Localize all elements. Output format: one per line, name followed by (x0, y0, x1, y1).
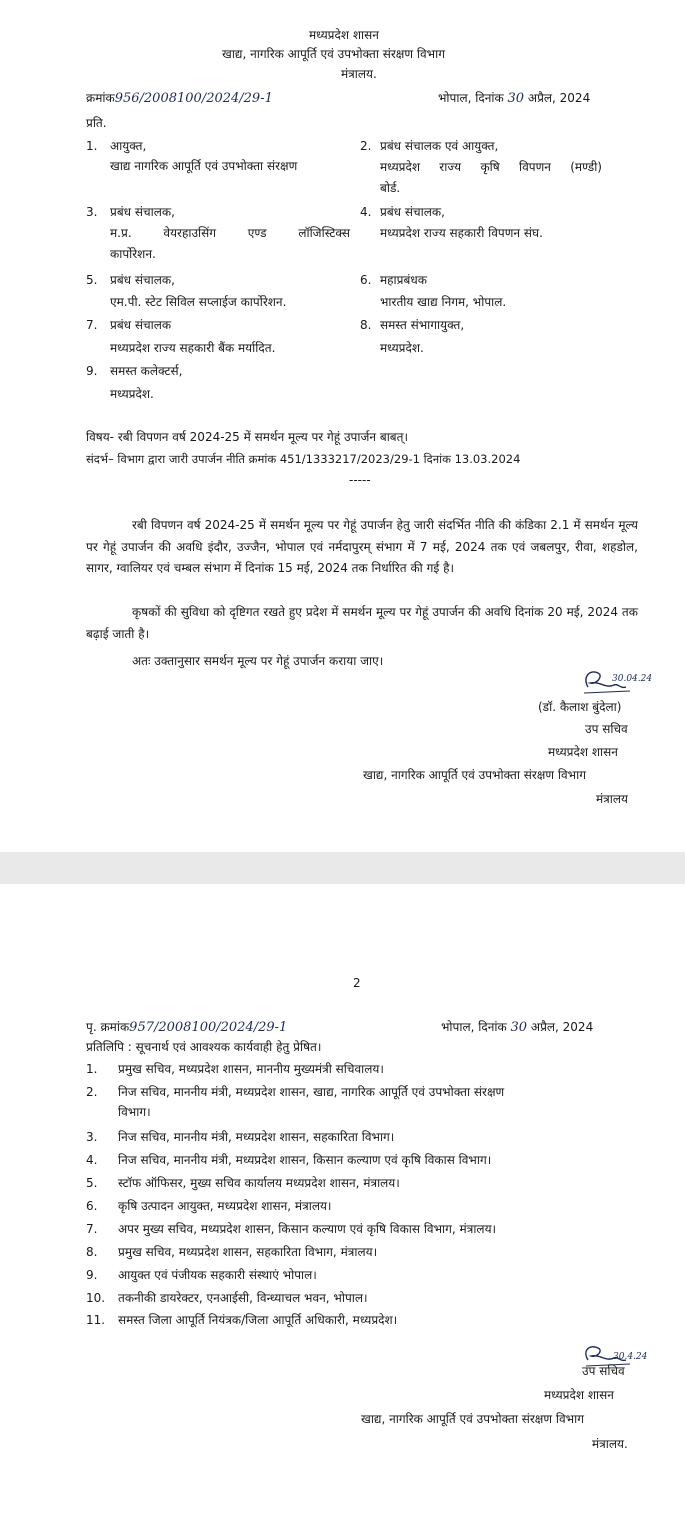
reference-line: संदर्भ– विभाग द्वारा जारी उपार्जन नीति क्रमांक 451/1333217/2023/29-1 दिनांक 13.03.2024 (86, 452, 521, 466)
signatory-office: मंत्रालय (596, 792, 629, 806)
p2-signatory-govt: मध्यप्रदेश शासन (544, 1388, 614, 1402)
p2-signatory-office: मंत्रालय. (592, 1437, 628, 1451)
header-department: खाद्य, नागरिक आपूर्ति एवं उपभोक्ता संरक्षण विभाग (222, 47, 445, 61)
p2-signatory-designation: उप सचिव (582, 1364, 625, 1378)
letter-date-place: भोपाल, दिनांक (438, 91, 504, 105)
endorsement-date (441, 1020, 593, 1035)
body-paragraph-3: अतः उक्तानुसार समर्थन मूल्य पर गेहूं उपार्जन कराया जाए। (132, 654, 384, 668)
signatory-name: (डॉ. कैलाश बुंदेला) (538, 700, 622, 714)
separator: ----- (349, 473, 371, 487)
header-govt: मध्यप्रदेश शासन (309, 28, 379, 42)
header-office: मंत्रालय. (341, 67, 377, 81)
endorsement-number-label: पृ. क्रमांक (86, 1020, 130, 1034)
letter-number-label: क्रमांक (86, 91, 115, 105)
signatory-govt: मध्यप्रदेश शासन (548, 745, 618, 759)
endorsement-date-handwritten: 30 (510, 1020, 528, 1035)
letter-number-handwritten: 956/2008100/2024/29-1 (114, 91, 273, 106)
subject-line: विषय- रबी विपणन वर्ष 2024-25 में समर्थन मूल्य पर गेहूं उपार्जन बाबत्। (86, 430, 409, 444)
prati-label: प्रति. (86, 116, 107, 130)
signature-1-date: 30.04.24 (612, 674, 653, 684)
endorsement-number-handwritten: 957/2008100/2024/29-1 (129, 1020, 288, 1035)
letter-page-1: मध्यप्रदेश शासन खाद्य, नागरिक आपूर्ति एवं उपभोक्ता संरक्षण विभाग मंत्रालय. क्रमांक956/2008100/2024/29-1 भोपाल, दिनांक 30 अप्रैल, 2024 प्रति. 1. आयुक्त, खाद्य नागरिक आपूर्ति एवं उपभोक्ता संरक्षण 3. प्रबंध संचालक, म.प्र. वेयरहाउसिंग एण्ड लॉजिस्टिक्स कार्पोरेशन. 5. प्रबंध संचालक, एम.पी. स्टेट सिविल सप्लाईज कार्पोरेशन. 7. प्रबंध संचालक मध्यप्रदेश राज्य सहकारी बैंक मर्यादित. 9. समस्त कलेक्टर्स, मध्यप्रदेश. 2. प्रबंध संचालक एवं आयुक्त, मध्यप्रदेश राज्य कृषि विपणन (मण्डी) बोर्ड. 4. प्रबंध संचालक, मध्यप्रदेश राज्य सहकारी विपणन संघ. 6. महाप्रबंधक भारतीय खाद्य निगम, भोपाल. 8. समस्त संभागायुक्त, मध्यप्रदेश. विषय- रबी विपणन वर्ष 2024-25 में समर्थन मूल्य पर गेहूं उपार्जन बाबत्। संदर्भ– विभाग द्वारा जारी उपार्जन नीति क्रमांक 451/1333217/2023/29-1 दिनांक 13.03.2024 ----- रबी विपणन वर्ष 2024-25 में समर्थन मूल्य पर गेहूं उपार्जन हेतु जारी संदर्भित नीति की कंडिका 2.1 में समर्थन मूल्य पर गेहूं उपार्जन की अवधि इंदौर, उज्जैन, भोपाल एवं नर्मदापुरम् संभाग में 7 मई, 2024 तक एवं जबलपुर, रीवा, शहडोल, सागर, ग्वालियर एवं चम्बल संभाग में दिनांक 15 मई, 2024 तक निर्धारित की गई है। कृषकों की सुविधा को दृष्टिगत रखते हुए प्रदेश में समर्थन मूल्य पर गेहूं उपार्जन की अवधि दिनांक 20 मई, 2024 तक बढ़ाई जाती है। अतः उक्तानुसार समर्थन मूल्य पर गेहूं उपार्जन कराया जाए। 30.04.24 (डॉ. कैलाश बुंदेला) उप सचिव मध्यप्रदेश शासन खाद्य, नागरिक आपूर्ति एवं उपभोक्ता संरक्षण विभाग मंत्रालय (0, 0, 685, 852)
letter-number (86, 91, 273, 106)
p2-signatory-department: खाद्य, नागरिक आपूर्ति एवं उपभोक्ता संरक्षण विभाग (361, 1412, 584, 1426)
signature-2-date: 30.4.24 (613, 1352, 648, 1362)
endorsement-date-place: भोपाल, दिनांक (441, 1020, 507, 1034)
signatory-designation: उप सचिव (585, 722, 628, 736)
letter-page-2: 2 पृ. क्रमांक957/2008100/2024/29-1 भोपाल, दिनांक 30 अप्रैल, 2024 प्रतिलिपि : सूचनार्थ एवं आवश्यक कार्यवाही हेतु प्रेषित। 1. प्रमुख सचिव, मध्यप्रदेश शासन, माननीय मुख्यमंत्री सचिवालय। 2. निज सचिव, माननीय मंत्री, मध्यप्रदेश शासन, खाद्य, नागरिक आपूर्ति एवं उपभोक्ता संरक्षण विभाग। 3. निज सचिव, माननीय मंत्री, मध्यप्रदेश शासन, सहकारिता विभाग। 4. निज सचिव, माननीय मंत्री, मध्यप्रदेश शासन, किसान कल्याण एवं कृषि विकास विभाग। 5. स्टॉफ ऑफिसर, मुख्य सचिव कार्यालय मध्यप्रदेश शासन, मंत्रालय। 6. कृषि उत्पादन आयुक्त, मध्यप्रदेश शासन, मंत्रालय। 7. अपर मुख्य सचिव, मध्यप्रदेश शासन, किसान कल्याण एवं कृषि विकास विभाग, मंत्रालय। 8. प्रमुख सचिव, मध्यप्रदेश शासन, सहकारिता विभाग, मंत्रालय। 9. आयुक्त एवं पंजीयक सहकारी संस्थाएं भोपाल। 10. तकनीकी डायरेक्टर, एनआईसी, विन्ध्याचल भवन, भोपाल। 11. समस्त जिला आपूर्ति नियंत्रक/जिला आपूर्ति अधिकारी, मध्यप्रदेश। 30.4.24 उप सचिव मध्यप्रदेश शासन खाद्य, नागरिक आपूर्ति एवं उपभोक्ता संरक्षण विभाग मंत्रालय. (0, 884, 685, 1536)
endorsement-number (86, 1020, 287, 1035)
letter-date-month-year: अप्रैल, 2024 (527, 91, 591, 105)
page-number: 2 (353, 976, 361, 990)
pratilipi-line: प्रतिलिपि : सूचनार्थ एवं आवश्यक कार्यवाही हेतु प्रेषित। (86, 1040, 322, 1054)
endorsement-date-month-year: अप्रैल, 2024 (530, 1020, 594, 1034)
body-paragraph-2: कृषकों की सुविधा को दृष्टिगत रखते हुए प्रदेश में समर्थन मूल्य पर गेहूं उपार्जन की अवधि दिनांक 20 मई, 2024 तक बढ़ाई जाती है। (86, 605, 638, 641)
letter-date-handwritten: 30 (507, 91, 525, 106)
letter-date (438, 91, 590, 106)
body-paragraph-1: रबी विपणन वर्ष 2024-25 में समर्थन मूल्य पर गेहूं उपार्जन हेतु जारी संदर्भित नीति की कंडिका 2.1 में समर्थन मूल्य पर गेहूं उपार्जन की अवधि इंदौर, उज्जैन, भोपाल एवं नर्मदापुरम् संभाग में 7 मई, 2024 तक एवं जबलपुर, रीवा, शहडोल, सागर, ग्वालियर एवं चम्बल संभाग में दिनांक 15 मई, 2024 तक निर्धारित की गई है। (86, 518, 638, 575)
signatory-department: खाद्य, नागरिक आपूर्ति एवं उपभोक्ता संरक्षण विभाग (363, 768, 586, 782)
